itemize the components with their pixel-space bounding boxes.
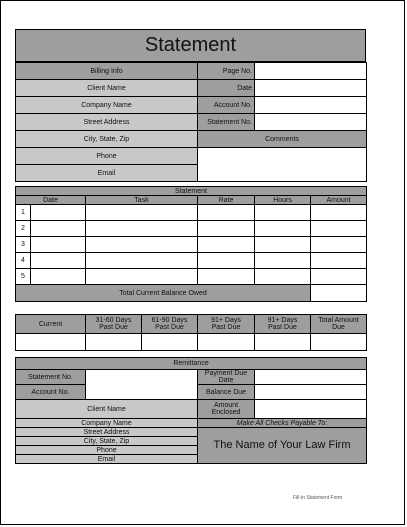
hours-cell[interactable] [255,221,311,237]
balance-due-label: Balance Due [198,385,255,400]
remittance-header: Remittance [16,358,367,370]
document-title: Statement [15,29,366,62]
amount-cell[interactable] [311,221,367,237]
total-balance-label: Total Current Balance Owed [16,285,311,302]
row-number: 1 [16,205,31,221]
footer-text: Fill-in Statement Form [293,495,343,501]
aging-61-90-field[interactable] [142,334,198,351]
payment-due-date-field[interactable] [255,370,367,385]
rate-cell[interactable] [198,269,255,285]
aging-table [15,314,367,351]
remit-city-state-zip-field[interactable]: City, State, Zip [16,437,198,446]
aging-31-60-header: 31-60 Days Past Due [86,315,142,334]
hours-cell[interactable] [255,253,311,269]
email-field[interactable]: Email [16,165,198,182]
amount-cell[interactable] [311,205,367,221]
col-task: Task [86,196,198,205]
task-cell[interactable] [86,221,198,237]
street-address-field[interactable]: Street Address [16,114,198,131]
date-cell[interactable] [31,205,86,221]
date-cell[interactable] [31,237,86,253]
total-amount-due-field[interactable] [311,334,367,351]
col-amount: Amount [311,196,367,205]
rate-cell[interactable] [198,253,255,269]
row-number: 3 [16,237,31,253]
date-label: Date [198,80,255,97]
col-hours: Hours [255,196,311,205]
aging-91-plus-field[interactable] [198,334,255,351]
remittance-table [15,357,367,464]
statement-table [15,186,367,302]
page-no-label: Page No. [198,63,255,80]
remit-company-name-field[interactable]: Company Name [16,419,198,428]
amount-cell[interactable] [311,237,367,253]
aging-31-60-field[interactable] [86,334,142,351]
rate-cell[interactable] [198,237,255,253]
row-number: 4 [16,253,31,269]
billing-info-header: Billing Info [16,63,198,80]
task-cell[interactable] [86,253,198,269]
col-rate: Rate [198,196,255,205]
amount-enclosed-label: Amount Enclosed [198,400,255,419]
date-field[interactable] [255,80,367,97]
amount-cell[interactable] [311,269,367,285]
statement-header: Statement [16,187,367,196]
date-cell[interactable] [31,253,86,269]
hours-cell[interactable] [255,237,311,253]
page-no-field[interactable] [255,63,367,80]
amount-cell[interactable] [311,253,367,269]
checks-payable-label: Make All Checks Payable To: [198,419,367,428]
balance-due-field[interactable] [255,385,367,400]
remit-statement-account-field[interactable] [86,370,198,400]
remit-statement-no-label: Statement No. [16,370,86,385]
col-date: Date [16,196,86,205]
statement-form [15,29,366,464]
amount-enclosed-field[interactable] [255,400,367,419]
aging-91-plus-header: 91+ Days Past Due [198,315,255,334]
total-days-past-due-field[interactable] [255,334,311,351]
statement-no-field[interactable] [255,114,367,131]
phone-field[interactable]: Phone [16,148,198,165]
task-cell[interactable] [86,205,198,221]
aging-61-90-header: 61-90 Days Past Due [142,315,198,334]
task-cell[interactable] [86,237,198,253]
hours-cell[interactable] [255,269,311,285]
law-firm-name: The Name of Your Law Firm [198,428,367,464]
client-name-field[interactable]: Client Name [16,80,198,97]
account-no-field[interactable] [255,97,367,114]
city-state-zip-field[interactable]: City, State, Zip [16,131,198,148]
aging-current-header: Current [16,315,86,334]
rate-cell[interactable] [198,221,255,237]
remit-email-field[interactable]: Email [16,455,198,464]
comments-header: Comments [198,131,367,148]
total-days-past-due-header: 91+ Days Past Due [255,315,311,334]
hours-cell[interactable] [255,205,311,221]
remit-account-no-label: Account No. [16,385,86,400]
remit-client-name-field[interactable]: Client Name [16,400,198,419]
date-cell[interactable] [31,269,86,285]
rate-cell[interactable] [198,205,255,221]
comments-field[interactable] [198,148,367,182]
aging-current-field[interactable] [16,334,86,351]
payment-due-date-label: Payment Due Date [198,370,255,385]
row-number: 5 [16,269,31,285]
billing-info-table [15,62,367,182]
company-name-field[interactable]: Company Name [16,97,198,114]
row-number: 2 [16,221,31,237]
total-balance-field[interactable] [311,285,367,302]
task-cell[interactable] [86,269,198,285]
total-amount-due-header: Total Amount Due [311,315,367,334]
remit-phone-field[interactable]: Phone [16,446,198,455]
remit-street-address-field[interactable]: Street Address [16,428,198,437]
statement-no-label: Statement No. [198,114,255,131]
account-no-label: Account No. [198,97,255,114]
date-cell[interactable] [31,221,86,237]
